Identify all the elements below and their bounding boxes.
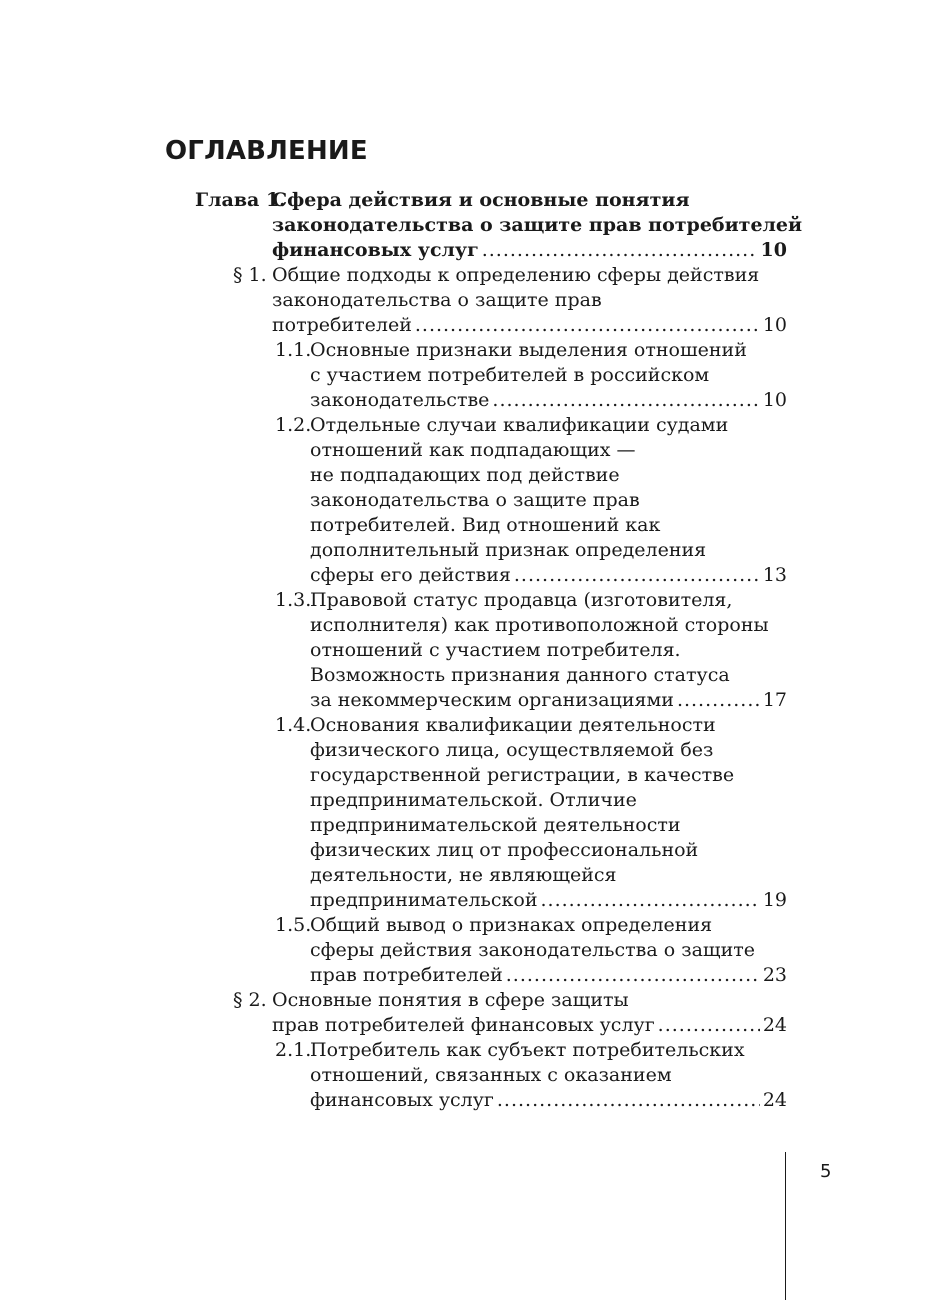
toc-entry-1-2[interactable] [275, 413, 787, 588]
toc-entry-line: отношений, связанных с оказанием [310, 1064, 672, 1086]
dot-leader [482, 238, 758, 263]
toc-entry-line: государственной регистрации, в качестве [310, 764, 735, 786]
dot-leader [677, 688, 760, 713]
toc-entry-line: Общий вывод о признаках определения [310, 914, 713, 936]
toc-entry-line: финансовых услуг [310, 1089, 494, 1111]
toc-entry-line: Правовой статус продавца (изготовителя, [310, 589, 733, 611]
toc-entry-line: предпринимательской [310, 889, 538, 911]
page-title: ОГЛАВЛЕНИЕ [165, 136, 368, 166]
toc-entry-line: законодательства о защите прав [310, 489, 640, 511]
toc-entry-line: потребителей. Вид отношений как [310, 514, 661, 536]
toc-entry-line: законодательства о защите прав потребителей [272, 214, 803, 236]
toc-entry-line: дополнительный признак определения [310, 539, 707, 561]
toc-entry-line: прав потребителей [310, 964, 503, 986]
toc-entry-number: 2.1. [275, 1039, 312, 1061]
toc-entry-section-2[interactable] [233, 988, 787, 1038]
toc-page-number: 10 [762, 389, 787, 411]
toc-entry-2-1[interactable] [275, 1038, 787, 1113]
page-number: 5 [820, 1161, 832, 1182]
toc-entry-line: Сфера действия и основные понятия [272, 189, 690, 211]
toc-entry-line: отношений как подпадающих — [310, 439, 636, 461]
toc-entry-line: законодательства о защите прав [272, 289, 602, 311]
dot-leader [658, 1013, 760, 1038]
toc-entry-line: Потребитель как субъект потребительских [310, 1039, 745, 1061]
toc-entry-line: Основные признаки выделения отношений [310, 339, 747, 361]
toc-entry-number: 1.5. [275, 914, 312, 936]
toc-page-number: 19 [762, 889, 787, 911]
toc-entry-line: прав потребителей финансовых услуг [272, 1014, 655, 1036]
toc-page-number: 24 [762, 1089, 787, 1111]
folio-rule [785, 1152, 786, 1300]
dot-leader [506, 963, 760, 988]
toc-entry-number: 1.3. [275, 589, 312, 611]
toc-entry-line: предпринимательской деятельности [310, 814, 681, 836]
toc-entry-1-5[interactable] [275, 913, 787, 988]
dot-leader [497, 1088, 760, 1113]
toc-entry-line: исполнителя) как противоположной стороны [310, 614, 769, 636]
toc-entry-line: потребителей [272, 314, 412, 336]
toc-entry-number: Глава 1. [195, 189, 286, 211]
toc-entry-line: деятельности, не являющейся [310, 864, 617, 886]
toc-entry-line: за некоммерческим организациями [310, 689, 674, 711]
toc-page-number: 10 [760, 239, 787, 261]
toc-entry-line: не подпадающих под действие [310, 464, 620, 486]
toc-page-number: 13 [762, 564, 787, 586]
toc-entry-line: с участием потребителей в российском [310, 364, 710, 386]
dot-leader [514, 563, 760, 588]
toc-entry-line: Основные понятия в сфере защиты [272, 989, 629, 1011]
toc-entry-1-4[interactable] [275, 713, 787, 913]
toc-entry-line: сферы действия законодательства о защите [310, 939, 755, 961]
toc-entry-line: физического лица, осуществляемой без [310, 739, 714, 761]
toc-entry-line: физических лиц от профессиональной [310, 839, 699, 861]
toc-entry-line: предпринимательской. Отличие [310, 789, 637, 811]
toc-entry-number: 1.4. [275, 714, 312, 736]
toc-entry-line: отношений с участием потребителя. [310, 639, 681, 661]
toc-entry-1-3[interactable] [275, 588, 787, 713]
toc-entry-section-1[interactable] [233, 263, 787, 338]
toc-entry-line: сферы его действия [310, 564, 511, 586]
dot-leader [415, 313, 760, 338]
toc-entry-line: Возможность признания данного статуса [310, 664, 730, 686]
toc-page-number: 17 [762, 689, 787, 711]
toc-page-number: 10 [762, 314, 787, 336]
table-of-contents [195, 188, 803, 1113]
toc-entry-line: Отдельные случаи квалификации судами [310, 414, 729, 436]
toc-entry-number: 1.2. [275, 414, 312, 436]
toc-entry-chapter-1[interactable] [195, 188, 803, 263]
toc-entry-number: § 1. [233, 264, 267, 286]
toc-entry-number: § 2. [233, 989, 267, 1011]
toc-entry-1-1[interactable] [275, 338, 787, 413]
toc-page-number: 24 [762, 1014, 787, 1036]
dot-leader [492, 388, 759, 413]
dot-leader [540, 888, 759, 913]
toc-entry-line: финансовых услуг [272, 239, 479, 261]
toc-entry-line: Основания квалификации деятельности [310, 714, 716, 736]
toc-entry-line: Общие подходы к определению сферы действия [272, 264, 760, 286]
toc-entry-number: 1.1. [275, 339, 312, 361]
toc-entry-line: законодательстве [310, 389, 490, 411]
toc-page-number: 23 [762, 964, 787, 986]
